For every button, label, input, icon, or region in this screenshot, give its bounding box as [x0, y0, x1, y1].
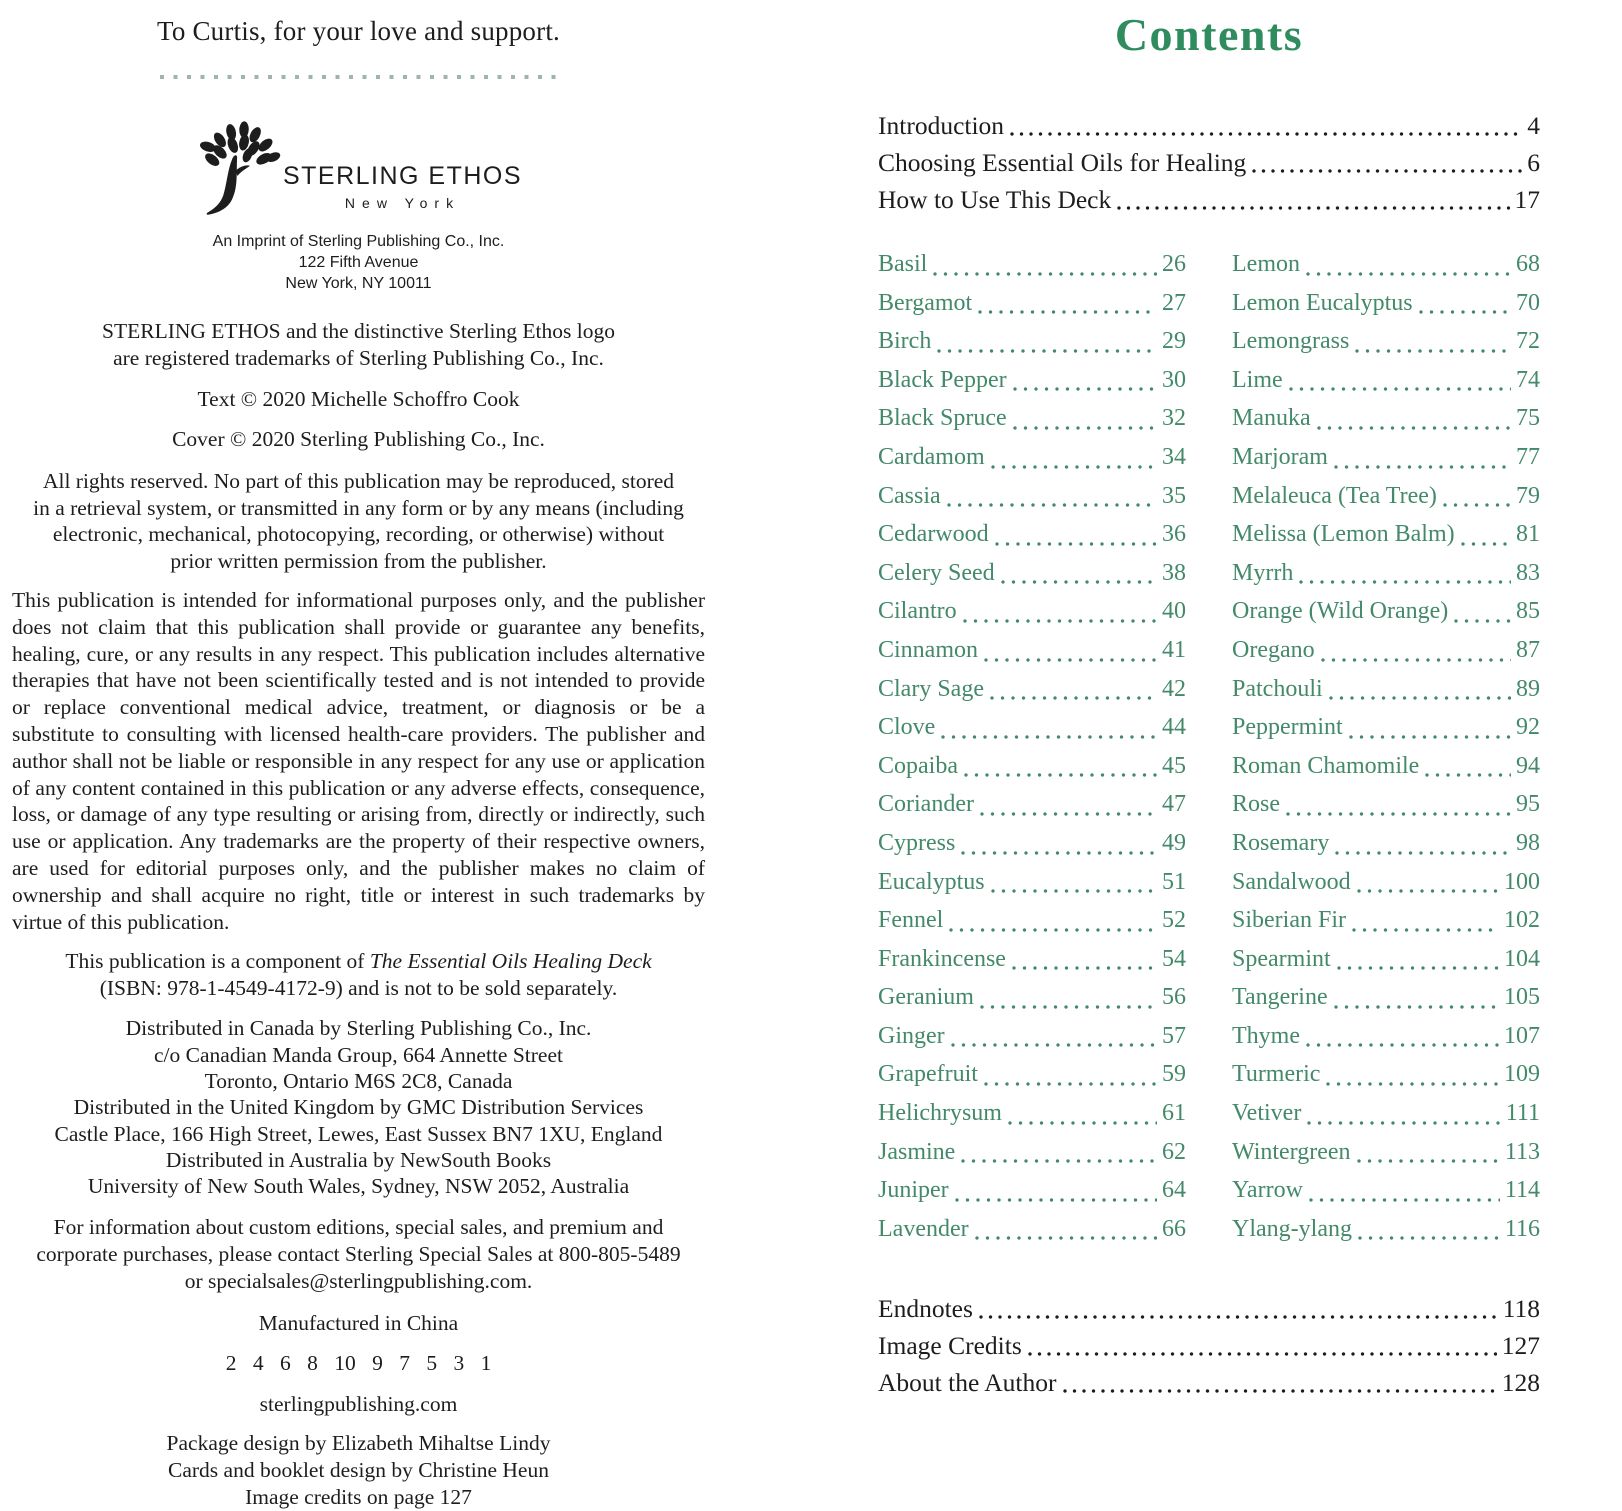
entry-page-number: 56	[1162, 984, 1186, 1011]
entry-page-number: 77	[1516, 443, 1540, 470]
entry-label: Cypress	[878, 829, 956, 856]
entry-page-number: 92	[1516, 714, 1540, 741]
entry-page-number: 109	[1504, 1061, 1540, 1088]
toc-entry	[878, 1171, 1186, 1210]
toc-entry	[1232, 554, 1540, 593]
leader-dots	[949, 928, 1157, 932]
distribution-line: c/o Canadian Manda Group, 664 Annette Street	[154, 1042, 563, 1067]
leader-dots	[1357, 1159, 1500, 1163]
entry-label: Lavender	[878, 1215, 969, 1242]
leader-dots	[984, 658, 1157, 662]
entry-page-number: 52	[1162, 907, 1186, 934]
entry-label: Spearmint	[1232, 945, 1331, 972]
leader-dots	[1337, 966, 1499, 970]
back-matter-entry	[878, 1290, 1540, 1327]
entry-label: Turmeric	[1232, 1061, 1321, 1088]
entry-label: Juniper	[878, 1177, 949, 1204]
leader-dots	[1443, 503, 1511, 507]
front-matter-entry	[878, 107, 1540, 144]
toc-entry	[1232, 592, 1540, 631]
entry-page-number: 102	[1504, 907, 1540, 934]
entry-page-number: 116	[1504, 1215, 1540, 1242]
entry-label: Choosing Essential Oils for Healing	[878, 148, 1247, 177]
tree-icon	[195, 121, 281, 219]
entry-page-number: 66	[1162, 1215, 1186, 1242]
leader-dots	[937, 349, 1157, 353]
entry-page-number: 79	[1516, 482, 1540, 509]
leader-dots	[1028, 1352, 1497, 1356]
toc-entry	[878, 245, 1186, 284]
leader-dots	[1349, 735, 1511, 739]
entry-page-number: 26	[1162, 251, 1186, 277]
credit-line: Image credits on page 127	[245, 1485, 472, 1510]
entry-page-number: 54	[1162, 945, 1186, 972]
publisher-website: sterlingpublishing.com	[259, 1392, 458, 1417]
entry-page-number: 36	[1162, 521, 1186, 548]
dedication-text: To Curtis, for your love and support.	[157, 16, 560, 46]
entry-label: Melissa (Lemon Balm)	[1232, 521, 1455, 548]
entry-label: Cardamom	[878, 443, 985, 470]
toc-entry	[878, 978, 1186, 1017]
entry-page-number: 128	[1501, 1368, 1540, 1398]
entry-label: Ginger	[878, 1022, 945, 1049]
entry-label: Celery Seed	[878, 559, 995, 586]
entry-page-number: 45	[1162, 752, 1186, 779]
entry-label: Coriander	[878, 791, 974, 818]
leader-dots	[963, 619, 1157, 623]
back-matter-entry	[878, 1327, 1540, 1364]
entry-page-number: 94	[1516, 752, 1540, 779]
entry-label: How to Use This Deck	[878, 185, 1112, 214]
entry-label: Frankincense	[878, 945, 1006, 972]
leader-dots	[964, 773, 1157, 777]
back-matter-list	[878, 1290, 1540, 1401]
leader-dots	[941, 735, 1157, 739]
entry-label: Lemon Eucalyptus	[1232, 289, 1413, 316]
leader-dots	[990, 696, 1157, 700]
entry-label: Cedarwood	[878, 521, 989, 548]
imprint-line: New York, NY 10011	[285, 275, 432, 292]
leader-dots	[1454, 619, 1511, 623]
dotted-separator	[160, 75, 558, 79]
entry-page-number: 6	[1527, 148, 1540, 177]
entry-page-number: 81	[1516, 521, 1540, 548]
toc-entry	[1232, 824, 1540, 863]
toc-entry	[878, 554, 1186, 593]
toc-entry	[878, 1094, 1186, 1133]
entry-label: Copaiba	[878, 752, 958, 779]
entry-page-number: 38	[1162, 559, 1186, 586]
component-notice	[59, 948, 659, 1002]
leader-dots	[984, 1082, 1157, 1086]
entry-page-number: 35	[1162, 482, 1186, 509]
leader-dots	[1321, 658, 1511, 662]
leader-dots	[1012, 966, 1157, 970]
toc-entry	[878, 863, 1186, 902]
entry-page-number: 27	[1162, 289, 1186, 316]
entry-label: Roman Chamomile	[1232, 752, 1420, 779]
entry-page-number: 41	[1162, 636, 1186, 663]
leader-dots	[1289, 387, 1511, 391]
trademark-notice	[12, 318, 705, 372]
toc-entry	[1232, 1094, 1540, 1133]
toc-columns	[878, 245, 1540, 1248]
toc-entry	[878, 361, 1186, 400]
distribution-line: Distributed in Canada by Sterling Publishing Co., Inc.	[125, 1016, 592, 1041]
distribution-line: University of New South Wales, Sydney, NSW 2052, Australia	[87, 1174, 630, 1199]
leader-dots	[1358, 1236, 1500, 1240]
leader-dots	[975, 1236, 1157, 1240]
entry-label: Birch	[878, 328, 932, 355]
component-text-pre: This publication is a component of	[65, 949, 370, 974]
print-run-numbers: 2 4 6 8 10 9 7 5 3 1	[225, 1351, 492, 1376]
entry-page-number: 87	[1516, 636, 1540, 663]
trademark-line: are registered trademarks of Sterling Publishing Co., Inc.	[113, 346, 604, 370]
entry-page-number: 34	[1162, 443, 1186, 470]
toc-entry	[1232, 1210, 1540, 1249]
component-book-title: The Essential Oils Healing Deck	[369, 949, 652, 974]
entry-page-number: 49	[1162, 829, 1186, 856]
entry-page-number: 44	[1162, 714, 1186, 741]
entry-page-number: 114	[1504, 1177, 1540, 1204]
entry-label: Basil	[878, 251, 928, 277]
special-sales-notice: For information about custom editions, special sales, and premium and corporate purchases, please contact Sterling Special Sales at 800-805-5489 or specialsales@sterlingpublishing.com.	[36, 1215, 681, 1294]
entry-page-number: 100	[1504, 868, 1540, 895]
toc-entry	[1232, 940, 1540, 979]
entry-label: Lemon	[1232, 251, 1300, 277]
entry-label: Tangerine	[1232, 984, 1328, 1011]
entry-label: Jasmine	[878, 1138, 956, 1165]
toc-entry	[878, 399, 1186, 438]
toc-entry	[878, 1210, 1186, 1249]
distribution-block	[12, 1015, 705, 1199]
toc-entry	[878, 747, 1186, 786]
entry-label: Grapefruit	[878, 1061, 978, 1088]
toc-entry	[1232, 631, 1540, 670]
entry-label: Orange (Wild Orange)	[1232, 598, 1449, 625]
toc-entry	[1232, 708, 1540, 747]
toc-entry	[878, 284, 1186, 323]
entry-page-number: 127	[1501, 1331, 1540, 1361]
leader-dots	[1461, 542, 1511, 546]
toc-column-left	[878, 245, 1186, 1248]
entry-label: Oregano	[1232, 636, 1315, 663]
toc-entry	[1232, 978, 1540, 1017]
entry-page-number: 32	[1162, 405, 1186, 432]
toc-entry	[1232, 1017, 1540, 1056]
entry-label: Thyme	[1232, 1022, 1300, 1049]
entry-page-number: 4	[1527, 111, 1540, 140]
entry-label: About the Author	[878, 1368, 1057, 1398]
leader-dots	[979, 1315, 1498, 1319]
entry-page-number: 74	[1516, 366, 1540, 393]
rights-notice: All rights reserved. No part of this publication may be reproduced, stored in a retrieval system, or transmitted in any form or by any means (including electronic, mechanical, photocopying, recording, or otherwise) without prior written permission from the publisher.	[33, 469, 684, 573]
leader-dots	[1334, 465, 1511, 469]
toc-entry	[1232, 1133, 1540, 1172]
component-text-post: (ISBN: 978-1-4549-4172-9) and is not to be sold separately.	[99, 976, 618, 1001]
text-copyright: Text © 2020 Michelle Schoffro Cook	[197, 387, 520, 411]
toc-entry	[878, 824, 1186, 863]
entry-label: Vetiver	[1232, 1100, 1302, 1127]
toc-entry	[1232, 284, 1540, 323]
imprint-line: 122 Fifth Avenue	[298, 254, 419, 271]
entry-page-number: 104	[1504, 945, 1540, 972]
toc-entry	[1232, 901, 1540, 940]
toc-entry	[878, 322, 1186, 361]
entry-label: Lemongrass	[1232, 328, 1350, 355]
entry-label: Siberian Fir	[1232, 907, 1346, 934]
entry-page-number: 68	[1516, 251, 1540, 277]
entry-label: Cinnamon	[878, 636, 978, 663]
leader-dots	[1352, 928, 1499, 932]
entry-page-number: 113	[1504, 1138, 1540, 1165]
toc-entry	[1232, 477, 1540, 516]
entry-page-number: 17	[1514, 185, 1540, 214]
leader-dots	[978, 310, 1157, 314]
leader-dots	[1425, 773, 1511, 777]
toc-entry	[1232, 515, 1540, 554]
entry-page-number: 72	[1516, 328, 1540, 355]
leader-dots	[991, 889, 1157, 893]
credits-block	[12, 1430, 705, 1511]
entry-label: Black Pepper	[878, 366, 1007, 393]
leader-dots	[1419, 310, 1511, 314]
toc-entry	[878, 708, 1186, 747]
leader-dots	[995, 542, 1157, 546]
leader-dots	[980, 1005, 1157, 1009]
leader-dots	[1001, 580, 1157, 584]
entry-label: Helichrysum	[878, 1100, 1002, 1127]
front-matter-entry	[878, 181, 1540, 218]
entry-label: Eucalyptus	[878, 868, 985, 895]
leader-dots	[1355, 349, 1511, 353]
leader-dots	[1326, 1082, 1499, 1086]
entry-label: Geranium	[878, 984, 974, 1011]
entry-label: Sandalwood	[1232, 868, 1351, 895]
entry-label: Cassia	[878, 482, 941, 509]
leader-dots	[955, 1198, 1157, 1202]
entry-page-number: 51	[1162, 868, 1186, 895]
leader-dots	[1013, 426, 1157, 430]
leader-dots	[1299, 580, 1511, 584]
leader-dots	[1334, 1005, 1499, 1009]
entry-page-number: 59	[1162, 1061, 1186, 1088]
toc-entry	[878, 477, 1186, 516]
leader-dots	[1010, 132, 1522, 136]
entry-page-number: 40	[1162, 598, 1186, 625]
toc-entry	[878, 1133, 1186, 1172]
toc-entry	[1232, 438, 1540, 477]
entry-page-number: 95	[1516, 791, 1540, 818]
entry-page-number: 47	[1162, 791, 1186, 818]
entry-label: Patchouli	[1232, 675, 1323, 702]
trademark-line: STERLING ETHOS and the distinctive Sterling Ethos logo	[102, 319, 615, 343]
entry-page-number: 98	[1516, 829, 1540, 856]
entry-page-number: 89	[1516, 675, 1540, 702]
entry-page-number: 70	[1516, 289, 1540, 316]
leader-dots	[1286, 812, 1511, 816]
leader-dots	[1117, 206, 1509, 210]
entry-label: Fennel	[878, 907, 944, 934]
toc-entry	[1232, 245, 1540, 284]
toc-entry	[878, 785, 1186, 824]
entry-label: Endnotes	[878, 1294, 973, 1324]
entry-label: Ylang-ylang	[1232, 1215, 1352, 1242]
logo-publisher-name: STERLING ETHOS	[282, 162, 523, 190]
toc-entry	[1232, 785, 1540, 824]
logo-city: New York	[344, 195, 461, 211]
leader-dots	[991, 465, 1157, 469]
entry-label: Clove	[878, 714, 936, 741]
entry-label: Introduction	[878, 111, 1005, 140]
distribution-line: Toronto, Ontario M6S 2C8, Canada	[204, 1068, 513, 1093]
leader-dots	[951, 1043, 1157, 1047]
toc-entry	[878, 515, 1186, 554]
distribution-line: Castle Place, 166 High Street, Lewes, East Sussex BN7 1XU, England	[54, 1121, 663, 1146]
imprint-block	[12, 231, 705, 294]
toc-entry	[1232, 1171, 1540, 1210]
entry-page-number: 118	[1502, 1294, 1540, 1324]
toc-entry	[878, 592, 1186, 631]
entry-page-number: 62	[1162, 1138, 1186, 1165]
entry-label: Peppermint	[1232, 714, 1343, 741]
leader-dots	[1307, 1121, 1500, 1125]
entry-page-number: 107	[1504, 1022, 1540, 1049]
manufactured-line: Manufactured in China	[258, 1311, 459, 1336]
toc-column-right	[1232, 245, 1540, 1248]
credit-line: Package design by Elizabeth Mihaltse Lindy	[166, 1431, 551, 1456]
leader-dots	[961, 851, 1157, 855]
contents-title: Contents	[1114, 9, 1304, 60]
toc-entry	[878, 438, 1186, 477]
entry-label: Wintergreen	[1232, 1138, 1351, 1165]
distribution-line: Distributed in Australia by NewSouth Books	[165, 1147, 552, 1172]
leader-dots	[1063, 1389, 1497, 1393]
contents-page	[810, 0, 1622, 1439]
entry-page-number: 85	[1516, 598, 1540, 625]
entry-page-number: 83	[1516, 559, 1540, 586]
logo-wordmark	[283, 162, 522, 219]
toc-entry	[878, 940, 1186, 979]
leader-dots	[980, 812, 1157, 816]
toc-entry	[878, 901, 1186, 940]
publisher-logo	[12, 121, 705, 219]
disclaimer-paragraph: This publication is intended for informational purposes only, and the publisher does not claim that this publication shall provide or guarantee any benefits, healing, cure, or any results in any respect. This publication includes alternative therapies that have not been scientifically tested and is not intended to provide or replace conventional medical advice, treatment, or diagnosis or be a substitute to consulting with licensed health-care providers. The publisher and author shall not be liable or responsible in any respect for any use or application of any content contained in this publication or any adverse effects, consequence, loss, or damage of any type resulting or arising from, directly or indirectly, such use or application. Any trademarks are the property of their respective owners, are used for editorial purposes only, and the publisher makes no claim of ownership and shall acquire no right, title or interest in such trademarks by virtue of this publication.	[12, 588, 705, 934]
toc-entry	[1232, 747, 1540, 786]
leader-dots	[1335, 851, 1511, 855]
entry-label: Melaleuca (Tea Tree)	[1232, 482, 1437, 509]
toc-entry	[1232, 361, 1540, 400]
entry-page-number: 75	[1516, 405, 1540, 432]
leader-dots	[961, 1159, 1157, 1163]
copyright-page	[0, 0, 810, 1510]
entry-label: Bergamot	[878, 289, 973, 316]
leader-dots	[1357, 889, 1499, 893]
entry-label: Rose	[1232, 791, 1280, 818]
credit-line: Cards and booklet design by Christine Heun	[168, 1458, 549, 1483]
entry-label: Clary Sage	[878, 675, 984, 702]
entry-label: Rosemary	[1232, 829, 1330, 856]
leader-dots	[1252, 169, 1522, 173]
toc-entry	[1232, 863, 1540, 902]
entry-label: Marjoram	[1232, 443, 1328, 470]
toc-entry	[1232, 1055, 1540, 1094]
leader-dots	[1306, 272, 1511, 276]
entry-page-number: 42	[1162, 675, 1186, 702]
entry-label: Lime	[1232, 366, 1283, 393]
entry-page-number: 64	[1162, 1177, 1186, 1204]
entry-page-number: 105	[1504, 984, 1540, 1011]
cover-copyright: Cover © 2020 Sterling Publishing Co., Inc.	[172, 427, 545, 451]
entry-page-number: 57	[1162, 1022, 1186, 1049]
leader-dots	[947, 503, 1157, 507]
toc-entry	[878, 631, 1186, 670]
entry-page-number: 30	[1162, 366, 1186, 393]
toc-entry	[1232, 670, 1540, 709]
entry-page-number: 61	[1162, 1100, 1186, 1127]
front-matter-list	[878, 107, 1540, 218]
toc-entry	[1232, 322, 1540, 361]
leader-dots	[1329, 696, 1511, 700]
toc-entry	[1232, 399, 1540, 438]
entry-label: Yarrow	[1232, 1177, 1303, 1204]
imprint-line: An Imprint of Sterling Publishing Co., Inc.	[212, 233, 505, 250]
leader-dots	[1008, 1121, 1157, 1125]
leader-dots	[1013, 387, 1157, 391]
toc-entry	[878, 1055, 1186, 1094]
toc-entry	[878, 1017, 1186, 1056]
entry-label: Myrrh	[1232, 559, 1294, 586]
leader-dots	[1317, 426, 1511, 430]
toc-entry	[878, 670, 1186, 709]
leader-dots	[933, 272, 1157, 276]
entry-label: Image Credits	[878, 1331, 1022, 1361]
entry-label: Black Spruce	[878, 405, 1007, 432]
entry-page-number: 111	[1505, 1100, 1540, 1127]
entry-page-number: 29	[1162, 328, 1186, 355]
leader-dots	[1309, 1198, 1500, 1202]
entry-label: Cilantro	[878, 598, 957, 625]
back-matter-entry	[878, 1364, 1540, 1401]
distribution-line: Distributed in the United Kingdom by GMC Distribution Services	[73, 1095, 644, 1120]
leader-dots	[1306, 1043, 1499, 1047]
front-matter-entry	[878, 144, 1540, 181]
entry-label: Manuka	[1232, 405, 1311, 432]
